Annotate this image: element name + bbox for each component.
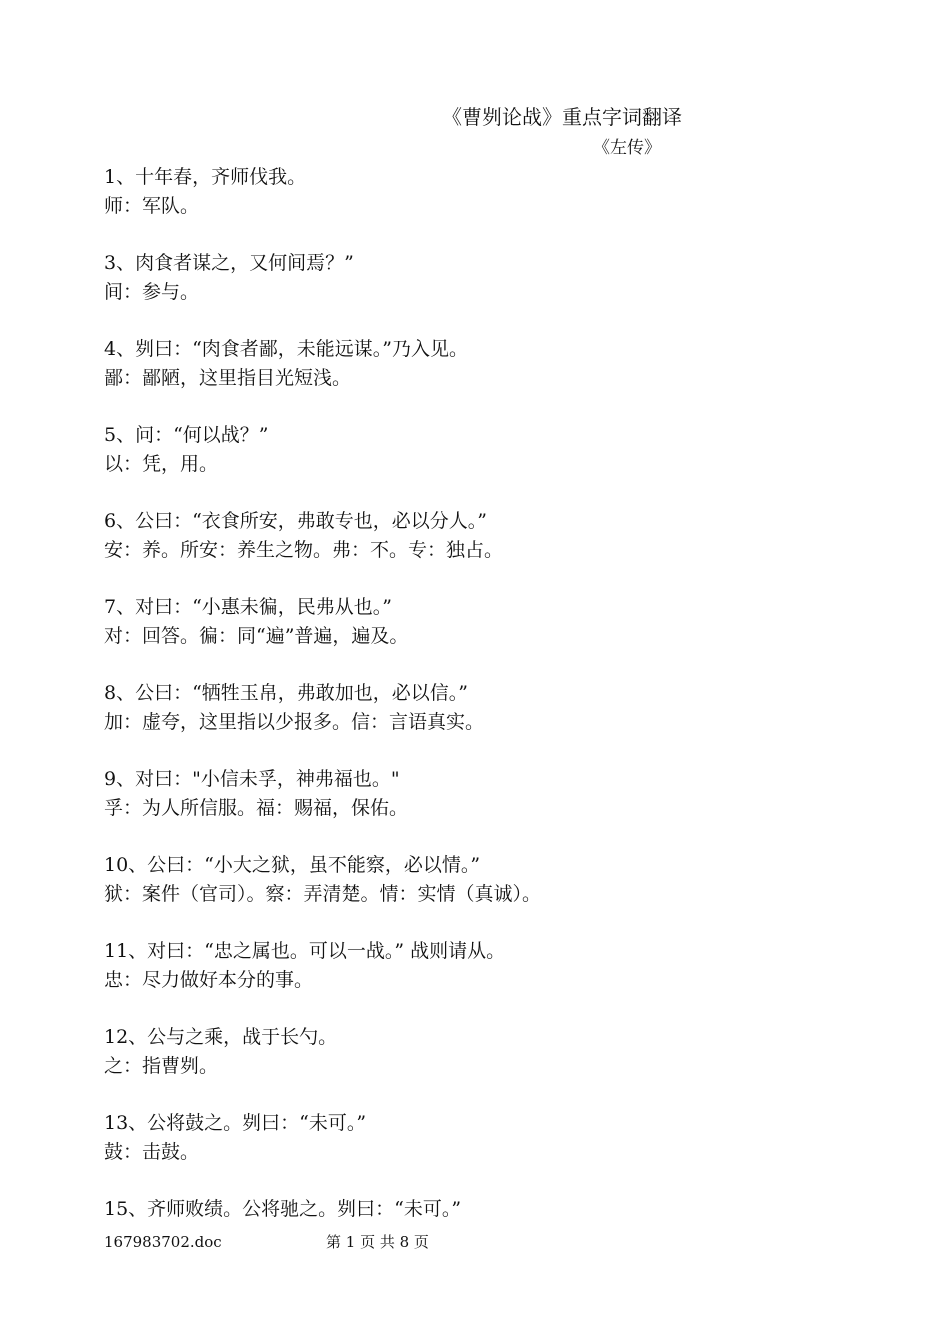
list-item bbox=[104, 937, 904, 1023]
footer-page-info: 第 1 页 共 8 页 bbox=[326, 1233, 429, 1251]
document-content bbox=[104, 163, 904, 1281]
item-explanation: 狱：案件（官司）。察：弄清楚。情：实情（真诚）。 bbox=[104, 883, 542, 905]
list-item bbox=[104, 163, 904, 249]
item-explanation: 忠：尽力做好本分的事。 bbox=[104, 969, 314, 991]
item-sentence: 13、公将鼓之。刿曰：“未可。” bbox=[104, 1112, 367, 1134]
item-sentence: 4、刿曰：“肉食者鄙，未能远谋。”乃入见。 bbox=[104, 338, 469, 360]
item-explanation: 鄙：鄙陋，这里指目光短浅。 bbox=[104, 367, 352, 389]
list-item bbox=[104, 679, 904, 765]
footer-filename: 167983702.doc bbox=[104, 1233, 222, 1251]
list-item bbox=[104, 421, 904, 507]
item-sentence: 6、公曰：“衣食所安，弗敢专也，必以分人。” bbox=[104, 510, 488, 532]
document-title: 《曹刿论战》重点字词翻译 bbox=[442, 105, 682, 129]
item-sentence: 9、对曰："小信未孚，神弗福也。" bbox=[104, 768, 400, 790]
item-sentence: 11、对曰：“忠之属也。可以一战。” 战则请从。 bbox=[104, 940, 506, 962]
item-explanation: 安：养。所安：养生之物。弗：不。专：独占。 bbox=[104, 539, 504, 561]
item-explanation: 间：参与。 bbox=[104, 281, 200, 303]
item-sentence: 1、十年春，齐师伐我。 bbox=[104, 166, 307, 188]
item-explanation: 师：军队。 bbox=[104, 195, 200, 217]
item-sentence: 15、齐师败绩。公将驰之。刿曰：“未可。” bbox=[104, 1198, 462, 1220]
item-sentence: 10、公曰：“小大之狱，虽不能察，必以情。” bbox=[104, 854, 481, 876]
list-item bbox=[104, 765, 904, 851]
item-explanation: 加：虚夸，这里指以少报多。信：言语真实。 bbox=[104, 711, 485, 733]
list-item bbox=[104, 593, 904, 679]
item-explanation: 对：回答。徧：同“遍”普遍，遍及。 bbox=[104, 625, 409, 647]
item-explanation: 之：指曹刿。 bbox=[104, 1055, 219, 1077]
item-explanation: 鼓：击鼓。 bbox=[104, 1141, 200, 1163]
list-item bbox=[104, 1195, 904, 1281]
item-explanation bbox=[104, 1224, 904, 1253]
item-sentence: 8、公曰：“牺牲玉帛，弗敢加也，必以信。” bbox=[104, 682, 469, 704]
item-sentence: 12、公与之乘，战于长勺。 bbox=[104, 1026, 338, 1048]
list-item bbox=[104, 851, 904, 937]
item-sentence: 3、肉食者谋之，又何间焉？” bbox=[104, 252, 354, 274]
item-explanation: 以：凭，用。 bbox=[104, 453, 219, 475]
list-item bbox=[104, 1109, 904, 1195]
list-item bbox=[104, 1023, 904, 1109]
item-sentence: 7、对曰：“小惠未徧，民弗从也。” bbox=[104, 596, 393, 618]
list-item bbox=[104, 335, 904, 421]
document-subtitle: 《左传》 bbox=[593, 138, 661, 158]
item-explanation: 孚：为人所信服。福：赐福，保佑。 bbox=[104, 797, 409, 819]
item-sentence: 5、问：“何以战？” bbox=[104, 424, 269, 446]
list-item bbox=[104, 249, 904, 335]
list-item bbox=[104, 507, 904, 593]
